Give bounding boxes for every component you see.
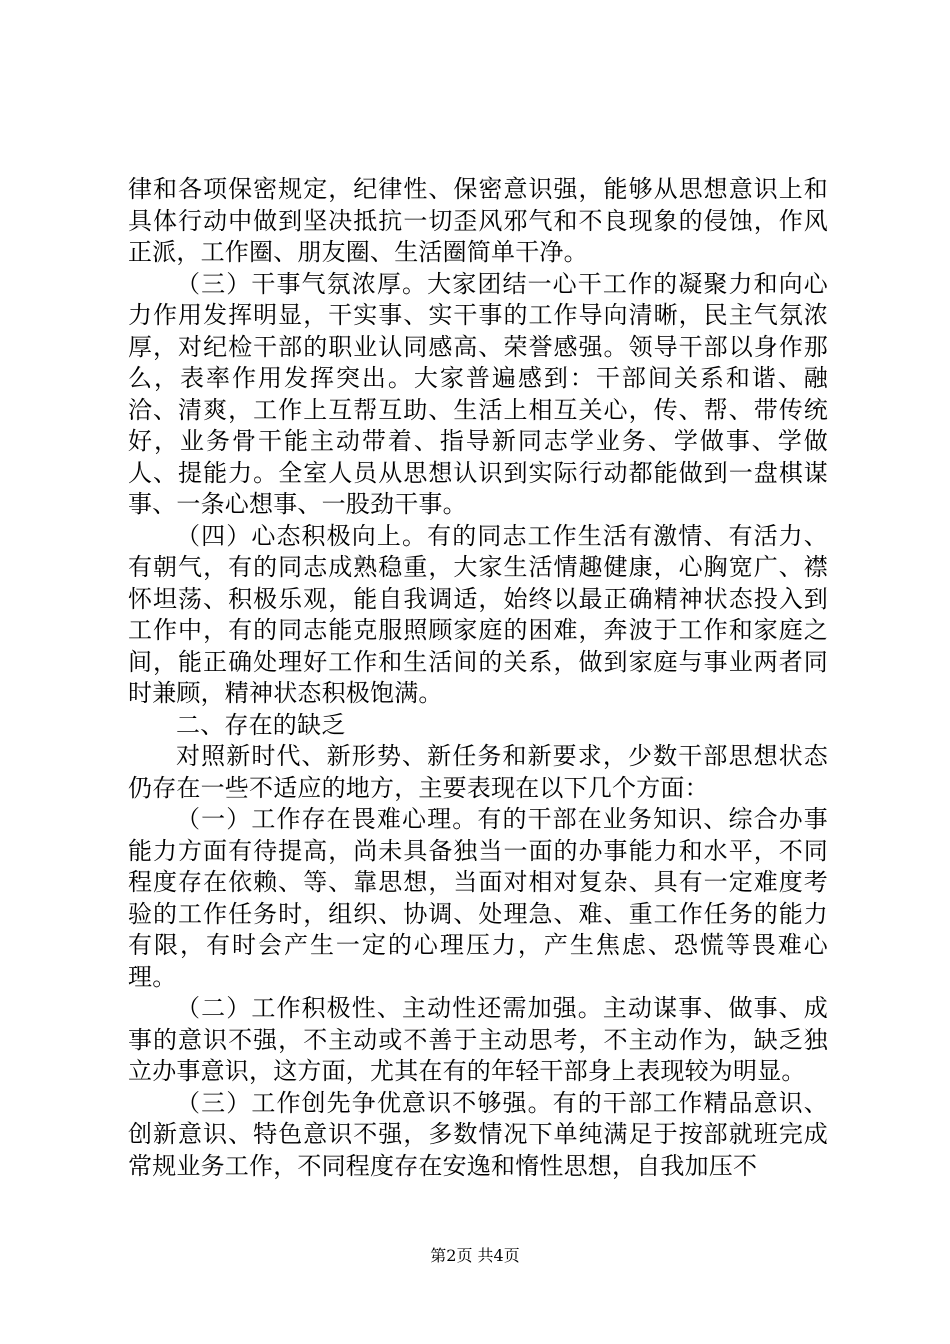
paragraph-fear-of-difficulty: （一）工作存在畏难心理。有的干部在业务知识、综合办事能力方面有待提高，尚未具备独当一面的办事能力和水平，不同程度存在依赖、等、靠思想，当面对相对复杂、具有一定难度考验的工作任务时，组织、协调、处理急、难、重工作任务的能力有限，有时会产生一定的心理压力，产生焦虑、恐慌等畏难心理。	[128, 805, 828, 991]
paragraph-shortcomings-intro: 对照新时代、新形势、新任务和新要求，少数干部思想状态仍存在一些不适应的地方，主要表现在以下几个方面：	[128, 742, 828, 802]
section-heading-shortcomings: 二、存在的缺乏	[176, 710, 346, 739]
paragraph-discipline-continuation: 律和各项保密规定，纪律性、保密意识强，能够从思想意识上和具体行动中做到坚决抵抗一切歪风邪气和不良现象的侵蚀，作风正派，工作圈、朋友圈、生活圈简单干净。	[128, 175, 828, 266]
paragraph-excellence-awareness: （三）工作创先争优意识不够强。有的干部工作精品意识、创新意识、特色意识不强，多数情况下单纯满足于按部就班完成常规业务工作，不同程度存在安逸和惰性思想，自我加压不	[128, 1088, 828, 1180]
paragraph-positive-attitude: （四）心态积极向上。有的同志工作生活有激情、有活力、有朝气，有的同志成熟稳重，大家生活情趣健康，心胸宽广、襟怀坦荡、积极乐观，能自我调适，始终以最正确精神状态投入到工作中，有的同志能克服照顾家庭的困难，奔波于工作和家庭之间，能正确处理好工作和生活间的关系，做到家庭与事业两者同时兼顾，精神状态积极饱满。	[128, 521, 828, 707]
paragraph-work-atmosphere: （三）干事气氛浓厚。大家团结一心干工作的凝聚力和向心力作用发挥明显，干实事、实干事的工作导向清晰，民主气氛浓厚，对纪检干部的职业认同感高、荣誉感强。领导干部以身作那么，表率作用发挥突出。大家普遍感到：干部间关系和谐、融洽、清爽，工作上互帮互助、生活上相互关心，传、帮、带传统好，业务骨干能主动带着、指导新同志学业务、学做事、学做人、提能力。全室人员从思想认识到实际行动都能做到一盘棋谋事、一条心想事、一股劲干事。	[128, 269, 828, 518]
page-number-footer: 第2页 共4页	[430, 1246, 520, 1265]
document-body	[128, 174, 828, 1182]
paragraph-initiative: （二）工作积极性、主动性还需加强。主动谋事、做事、成事的意识不强，不主动或不善于主动思考，不主动作为，缺乏独立办事意识，这方面，尤其在有的年轻干部身上表现较为明显。	[128, 994, 828, 1085]
